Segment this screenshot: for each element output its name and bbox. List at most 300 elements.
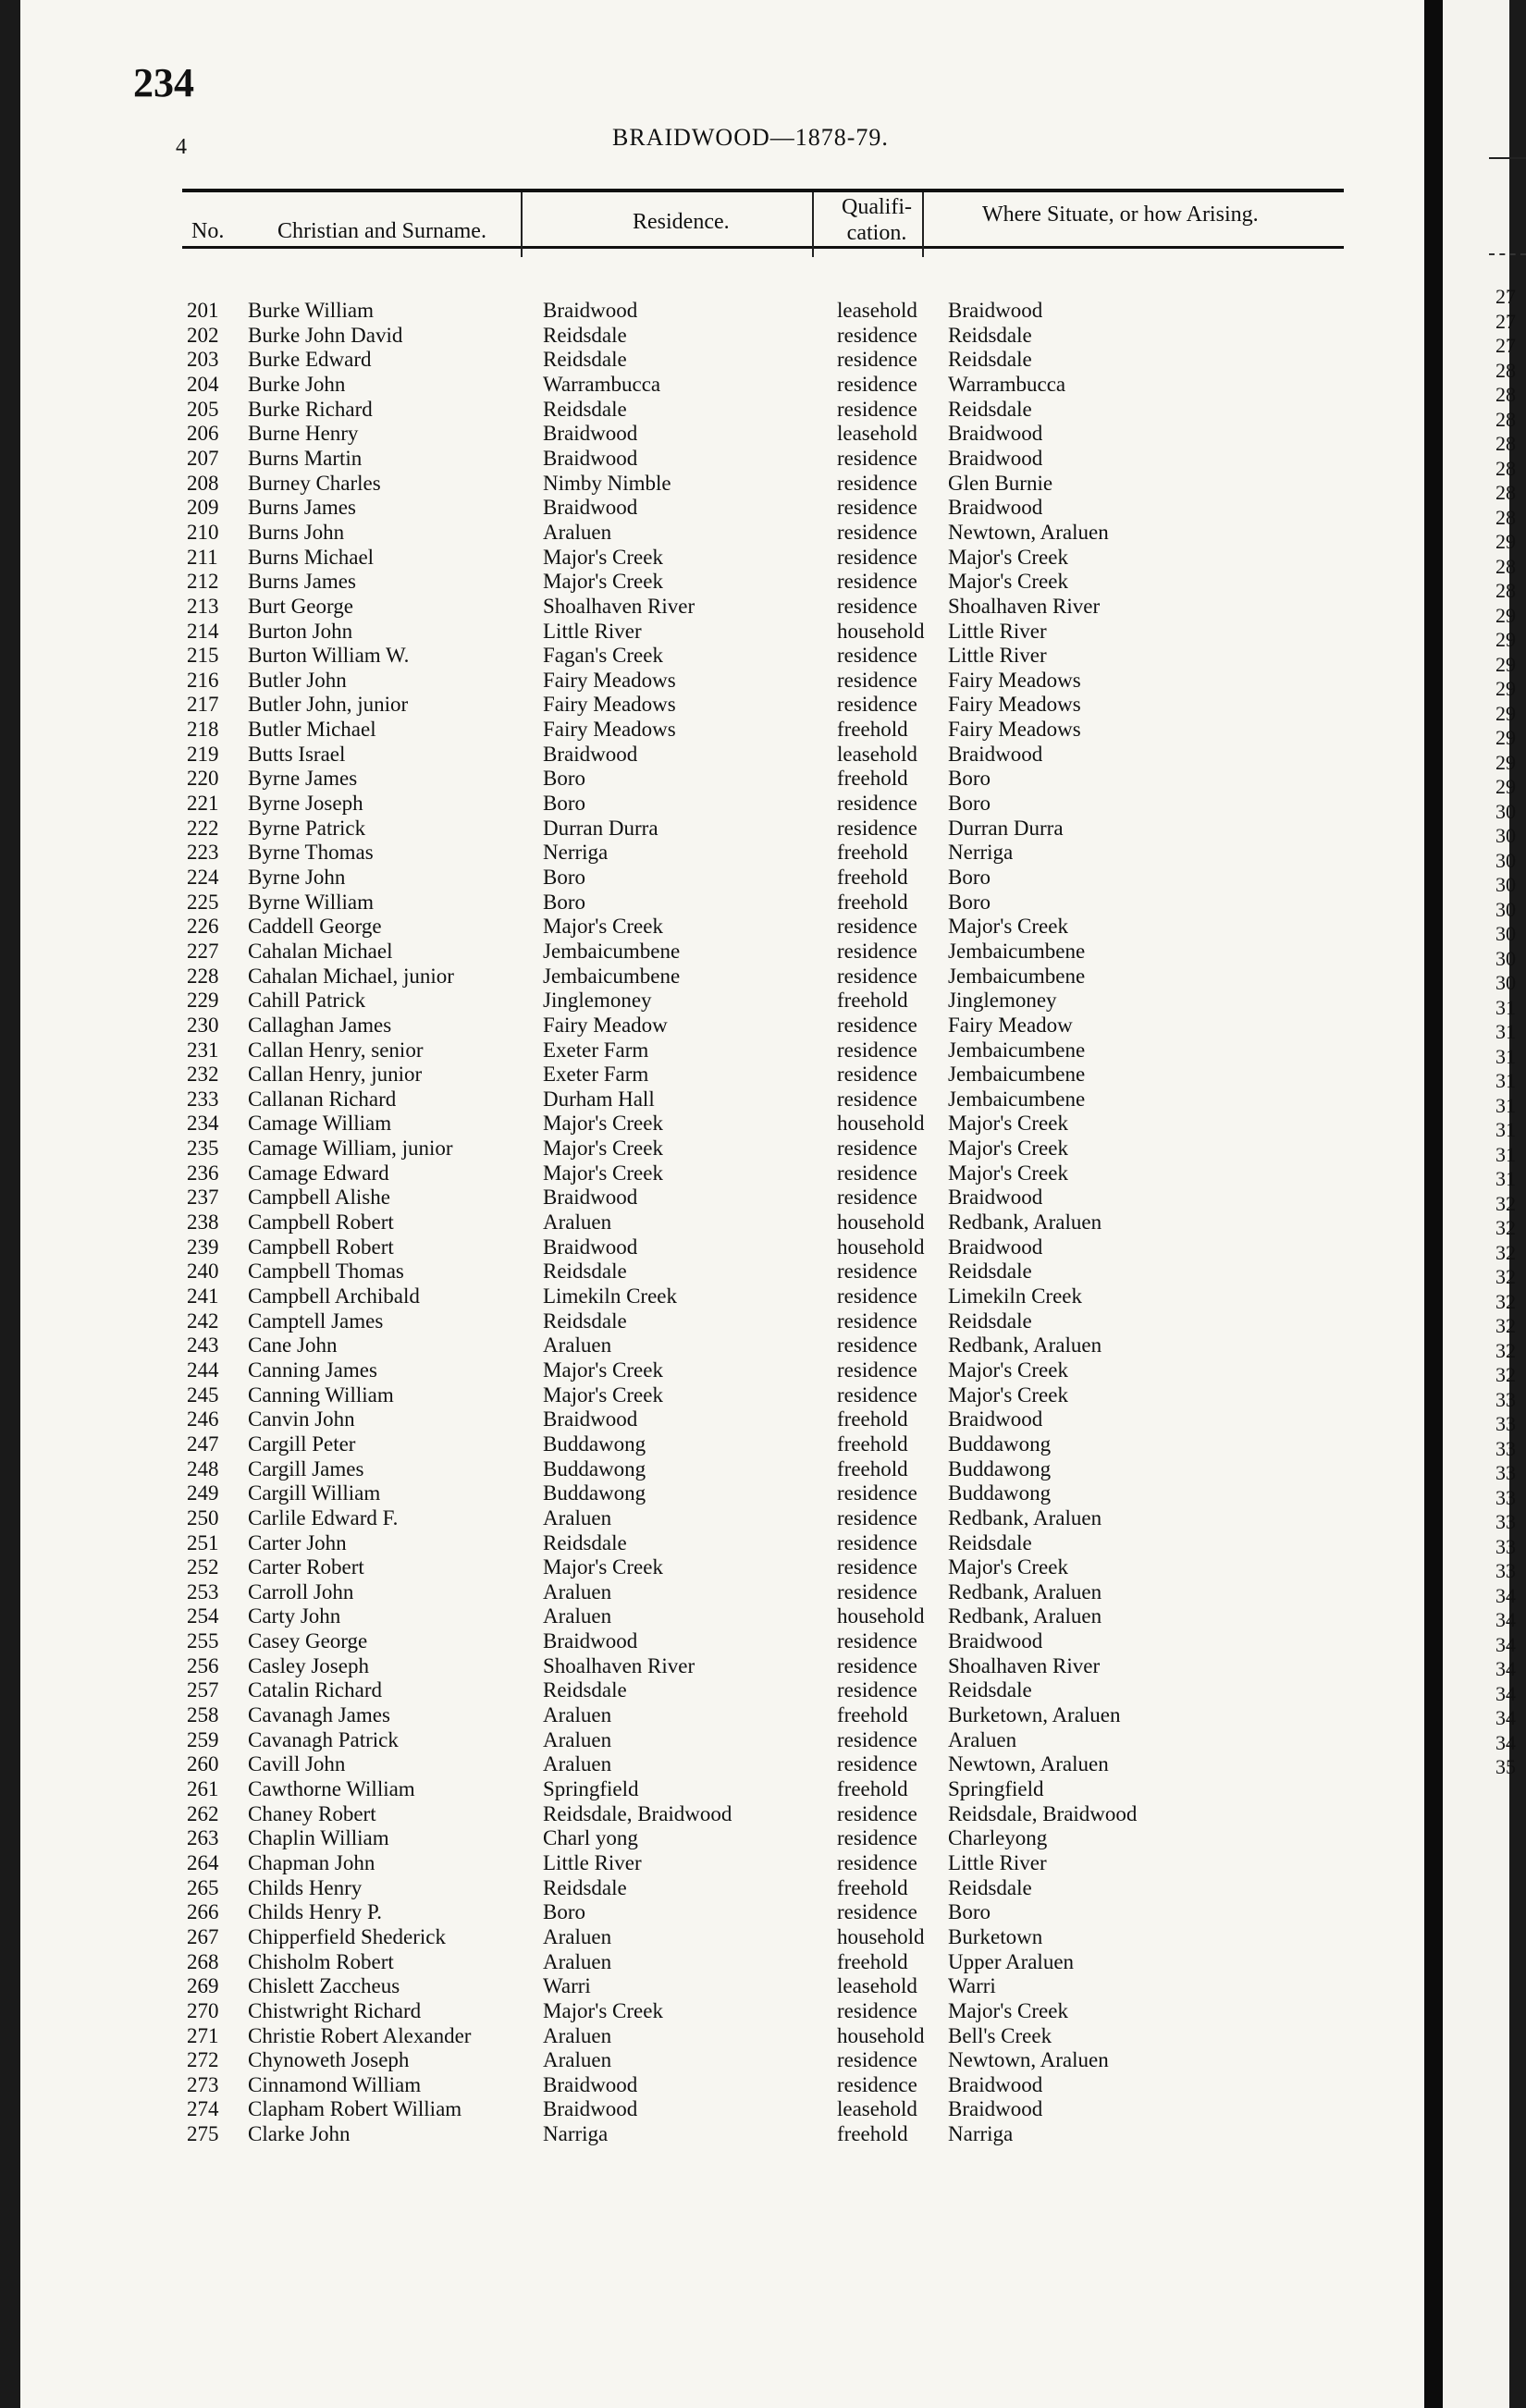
next-page-fragment: 29 — [1495, 530, 1516, 553]
row-qualification: residence — [837, 1998, 917, 2022]
row-number: 262 — [187, 1801, 219, 1825]
row-where: Braidwood — [948, 2072, 1043, 2096]
row-number: 256 — [187, 1653, 219, 1677]
next-page-fragment: 34 — [1495, 1706, 1516, 1729]
row-number: 201 — [187, 299, 219, 322]
row-name: Catalin Richard — [248, 1678, 382, 1702]
row-qualification: residence — [837, 1136, 917, 1161]
row-where: Braidwood — [948, 1629, 1043, 1653]
row-where: Bell's Creek — [948, 2023, 1052, 2047]
row-where: Warrambucca — [948, 372, 1066, 396]
row-number: 265 — [187, 1875, 219, 1899]
row-qualification: freehold — [837, 1431, 908, 1456]
row-where: Redbank, Araluen — [948, 1604, 1102, 1628]
row-qualification: residence — [837, 644, 917, 668]
row-name: Cahalan Michael — [248, 939, 393, 963]
row-residence: Boro — [543, 767, 585, 791]
row-name: Chynoweth Joseph — [248, 2048, 410, 2072]
row-where: Jembaicumbene — [948, 939, 1086, 963]
row-where: Braidwood — [948, 422, 1043, 446]
sheet-number: 4 — [176, 135, 187, 159]
row-number: 238 — [187, 1210, 219, 1234]
next-page-fragment: 30 — [1495, 824, 1516, 847]
row-where: Glen Burnie — [948, 471, 1053, 495]
row-name: Burke John — [248, 372, 346, 396]
row-number: 272 — [187, 2048, 219, 2072]
row-residence: Warri — [543, 1974, 591, 1998]
table-row — [20, 595, 1424, 620]
row-qualification: residence — [837, 1284, 917, 1308]
table-row — [20, 1925, 1424, 1950]
row-where: Major's Creek — [948, 1136, 1068, 1161]
row-where: Reidsdale — [948, 1308, 1032, 1333]
row-where: Major's Creek — [948, 1998, 1068, 2022]
row-where: Braidwood — [948, 1407, 1043, 1431]
row-residence: Araluen — [543, 2023, 612, 2047]
row-qualification: residence — [837, 1801, 917, 1825]
next-page-fragment: 29 — [1495, 750, 1516, 774]
next-page-fragment: 30 — [1495, 873, 1516, 896]
row-qualification: residence — [837, 570, 917, 594]
row-qualification: household — [837, 619, 925, 643]
table-row — [20, 1678, 1424, 1703]
row-name: Byrne James — [248, 767, 358, 791]
table-row — [20, 743, 1424, 768]
next-page-fragment: 31 — [1495, 1093, 1516, 1117]
row-name: Burt George — [248, 594, 353, 618]
next-page-fragment: 29 — [1495, 603, 1516, 627]
next-page-fragment: 29 — [1495, 726, 1516, 749]
row-where: Major's Creek — [948, 570, 1068, 594]
page-number: 234 — [133, 60, 194, 105]
next-page-fragment: 32 — [1495, 1363, 1516, 1386]
row-qualification: residence — [837, 545, 917, 569]
row-qualification: residence — [837, 792, 917, 815]
row-name: Chapman John — [248, 1850, 375, 1874]
row-qualification: residence — [837, 1308, 917, 1333]
row-number: 223 — [187, 841, 219, 865]
next-page-fragment: 27 — [1495, 334, 1516, 357]
row-qualification: residence — [837, 496, 917, 520]
row-qualification: residence — [837, 1530, 917, 1554]
row-where: Major's Creek — [948, 1112, 1068, 1136]
row-where: Reidsdale — [948, 1530, 1032, 1554]
table-row — [20, 546, 1424, 571]
row-number: 247 — [187, 1431, 219, 1456]
next-page-fragment: 30 — [1495, 897, 1516, 921]
row-number: 249 — [187, 1481, 219, 1505]
row-name: Burns James — [248, 496, 356, 520]
table-row — [20, 1580, 1424, 1605]
row-where: Burketown, Araluen — [948, 1703, 1121, 1726]
row-number: 244 — [187, 1358, 219, 1382]
table-row — [20, 1284, 1424, 1309]
table-row — [20, 1802, 1424, 1827]
row-number: 206 — [187, 422, 219, 446]
row-name: Canning James — [248, 1358, 377, 1382]
row-name: Childs Henry — [248, 1875, 363, 1899]
row-qualification: residence — [837, 1826, 917, 1850]
row-residence: Braidwood — [543, 2097, 638, 2121]
row-name: Burke Richard — [248, 397, 373, 421]
row-name: Burke John David — [248, 323, 403, 347]
row-residence: Major's Creek — [543, 1998, 663, 2022]
row-number: 246 — [187, 1407, 219, 1431]
next-page-fragment: 27 — [1495, 309, 1516, 333]
row-number: 202 — [187, 323, 219, 347]
row-where: Charleyong — [948, 1826, 1048, 1850]
row-name: Byrne John — [248, 865, 346, 889]
table-row — [20, 1161, 1424, 1186]
table-row — [20, 644, 1424, 669]
row-qualification: residence — [837, 1038, 917, 1062]
row-number: 207 — [187, 446, 219, 470]
row-number: 269 — [187, 1974, 219, 1998]
table-row — [20, 891, 1424, 915]
row-qualification: residence — [837, 1653, 917, 1677]
row-where: Jembaicumbene — [948, 964, 1086, 988]
row-residence: Araluen — [543, 1505, 612, 1530]
row-residence: Braidwood — [543, 1407, 638, 1431]
row-name: Butler John — [248, 668, 347, 692]
row-residence: Major's Creek — [543, 1136, 663, 1161]
row-name: Cargill Peter — [248, 1431, 356, 1456]
row-number: 219 — [187, 742, 219, 766]
row-number: 273 — [187, 2072, 219, 2096]
row-number: 216 — [187, 668, 219, 692]
table-row — [20, 718, 1424, 743]
next-page-fragment: 34 — [1495, 1632, 1516, 1656]
row-where: Braidwood — [948, 2097, 1043, 2121]
row-number: 209 — [187, 496, 219, 520]
next-page-fragment: 34 — [1495, 1681, 1516, 1705]
row-number: 213 — [187, 594, 219, 618]
row-name: Cahill Patrick — [248, 989, 366, 1013]
row-name: Camage Edward — [248, 1161, 389, 1185]
next-page-fragment: 33 — [1495, 1461, 1516, 1484]
row-qualification: residence — [837, 1579, 917, 1603]
row-residence: Araluen — [543, 1924, 612, 1948]
row-qualification: residence — [837, 1013, 917, 1037]
row-number: 252 — [187, 1555, 219, 1579]
row-where: Major's Creek — [948, 1555, 1068, 1579]
table-row — [20, 841, 1424, 866]
row-where: Reidsdale, Braidwood — [948, 1801, 1138, 1825]
row-residence: Buddawong — [543, 1456, 646, 1480]
row-name: Burke Edward — [248, 348, 372, 372]
table-row — [20, 1974, 1424, 1999]
row-residence: Araluen — [543, 1727, 612, 1751]
row-qualification: residence — [837, 446, 917, 470]
row-residence: Major's Creek — [543, 1161, 663, 1185]
table-row — [20, 866, 1424, 891]
row-name: Cavanagh James — [248, 1703, 390, 1726]
row-residence: Braidwood — [543, 1629, 638, 1653]
row-qualification: residence — [837, 323, 917, 347]
row-qualification: residence — [837, 2072, 917, 2096]
row-number: 203 — [187, 348, 219, 372]
header-residence: Residence. — [633, 210, 730, 234]
row-qualification: freehold — [837, 1456, 908, 1480]
table-row — [20, 1703, 1424, 1728]
row-residence: Araluen — [543, 2048, 612, 2072]
row-number: 236 — [187, 1161, 219, 1185]
table-row — [20, 1186, 1424, 1210]
next-page-fragment: 33 — [1495, 1559, 1516, 1582]
row-residence: Reidsdale — [543, 1259, 627, 1284]
row-residence: Reidsdale — [543, 1678, 627, 1702]
row-qualification: residence — [837, 1900, 917, 1924]
row-number: 270 — [187, 1998, 219, 2022]
table-row — [20, 1309, 1424, 1334]
row-where: Braidwood — [948, 742, 1043, 766]
row-residence: Shoalhaven River — [543, 594, 695, 618]
row-qualification: residence — [837, 1505, 917, 1530]
row-name: Byrne William — [248, 890, 374, 914]
row-number: 237 — [187, 1186, 219, 1210]
row-name: Callanan Richard — [248, 1087, 397, 1111]
row-name: Camptell James — [248, 1308, 384, 1333]
row-qualification: residence — [837, 397, 917, 421]
row-where: Warri — [948, 1974, 996, 1998]
row-name: Burns John — [248, 520, 345, 544]
row-qualification: freehold — [837, 1949, 908, 1973]
next-page-rule — [1489, 157, 1526, 159]
row-qualification: residence — [837, 594, 917, 618]
next-page-fragment: 27 — [1495, 285, 1516, 308]
row-number: 226 — [187, 915, 219, 939]
row-qualification: freehold — [837, 865, 908, 889]
row-residence: Braidwood — [543, 422, 638, 446]
row-where: Boro — [948, 865, 991, 889]
row-where: Springfield — [948, 1777, 1044, 1800]
row-number: 271 — [187, 2023, 219, 2047]
row-qualification: freehold — [837, 2122, 908, 2146]
row-residence: Reidsdale — [543, 348, 627, 372]
table-row — [20, 1999, 1424, 2024]
row-where: Reidsdale — [948, 1259, 1032, 1284]
row-residence: Reidsdale, Braidwood — [543, 1801, 732, 1825]
table-row — [20, 398, 1424, 423]
row-qualification: residence — [837, 1186, 917, 1210]
row-qualification: freehold — [837, 1703, 908, 1726]
row-number: 248 — [187, 1456, 219, 1480]
next-page-fragment: 33 — [1495, 1510, 1516, 1533]
row-name: Burns Martin — [248, 446, 363, 470]
row-where: Reidsdale — [948, 348, 1032, 372]
table-row — [20, 299, 1424, 324]
row-qualification: residence — [837, 1629, 917, 1653]
table-row — [20, 1728, 1424, 1753]
row-qualification: residence — [837, 1678, 917, 1702]
row-where: Fairy Meadows — [948, 668, 1081, 692]
row-name: Chistwright Richard — [248, 1998, 422, 2022]
row-name: Chipperfield Shederick — [248, 1924, 446, 1948]
table-row — [20, 693, 1424, 718]
row-residence: Araluen — [543, 1752, 612, 1776]
row-name: Burney Charles — [248, 471, 381, 495]
row-qualification: residence — [837, 1727, 917, 1751]
row-name: Byrne Patrick — [248, 816, 366, 840]
table-row — [20, 964, 1424, 989]
row-name: Burns Michael — [248, 545, 375, 569]
row-qualification: leasehold — [837, 1974, 917, 1998]
row-residence: Reidsdale — [543, 397, 627, 421]
row-where: Upper Araluen — [948, 1949, 1075, 1973]
row-residence: Fairy Meadows — [543, 718, 676, 741]
row-qualification: freehold — [837, 767, 908, 791]
next-page-fragment: 31 — [1495, 1142, 1516, 1166]
row-number: 260 — [187, 1752, 219, 1776]
row-number: 231 — [187, 1038, 219, 1062]
next-page-edge — [1443, 0, 1516, 2408]
table-row — [20, 1506, 1424, 1531]
next-page-fragment: 32 — [1495, 1338, 1516, 1362]
row-where: Reidsdale — [948, 1875, 1032, 1899]
row-qualification: household — [837, 1235, 925, 1259]
row-residence: Charl yong — [543, 1826, 638, 1850]
row-number: 253 — [187, 1579, 219, 1603]
row-number: 218 — [187, 718, 219, 741]
row-name: Cawthorne William — [248, 1777, 415, 1800]
table-row — [20, 1235, 1424, 1260]
table-row — [20, 2122, 1424, 2147]
row-number: 220 — [187, 767, 219, 791]
row-qualification: residence — [837, 1161, 917, 1185]
row-where: Little River — [948, 619, 1047, 643]
row-residence: Little River — [543, 619, 642, 643]
row-number: 274 — [187, 2097, 219, 2121]
row-residence: Araluen — [543, 1703, 612, 1726]
table-row — [20, 1604, 1424, 1629]
row-where: Jembaicumbene — [948, 1063, 1086, 1087]
next-page-fragment: 29 — [1495, 775, 1516, 798]
row-where: Redbank, Araluen — [948, 1505, 1102, 1530]
row-number: 235 — [187, 1136, 219, 1161]
row-qualification: residence — [837, 816, 917, 840]
table-row — [20, 817, 1424, 842]
row-residence: Boro — [543, 865, 585, 889]
row-number: 230 — [187, 1013, 219, 1037]
row-number: 267 — [187, 1924, 219, 1948]
next-page-fragment: 31 — [1495, 1118, 1516, 1141]
row-residence: Buddawong — [543, 1431, 646, 1456]
table-row — [20, 1136, 1424, 1161]
row-qualification: residence — [837, 1087, 917, 1111]
row-name: Carroll John — [248, 1579, 354, 1603]
row-where: Boro — [948, 767, 991, 791]
next-page-fragment: 28 — [1495, 579, 1516, 602]
table-row — [20, 1112, 1424, 1136]
row-name: Camage William — [248, 1112, 392, 1136]
row-name: Burke William — [248, 299, 374, 322]
row-residence: Reidsdale — [543, 323, 627, 347]
row-number: 268 — [187, 1949, 219, 1973]
row-where: Boro — [948, 792, 991, 815]
row-residence: Braidwood — [543, 2072, 638, 2096]
row-residence: Buddawong — [543, 1481, 646, 1505]
row-where: Jembaicumbene — [948, 1038, 1086, 1062]
row-number: 266 — [187, 1900, 219, 1924]
row-residence: Nerriga — [543, 841, 609, 865]
row-where: Reidsdale — [948, 1678, 1032, 1702]
next-page-fragment: 28 — [1495, 383, 1516, 406]
row-number: 261 — [187, 1777, 219, 1800]
row-number: 254 — [187, 1604, 219, 1628]
row-qualification: residence — [837, 1259, 917, 1284]
row-where: Limekiln Creek — [948, 1284, 1082, 1308]
row-residence: Exeter Farm — [543, 1063, 649, 1087]
table-row — [20, 1014, 1424, 1038]
row-number: 228 — [187, 964, 219, 988]
row-where: Durran Durra — [948, 816, 1064, 840]
next-page-fragment: 33 — [1495, 1534, 1516, 1558]
row-where: Newtown, Araluen — [948, 520, 1109, 544]
row-qualification: residence — [837, 1358, 917, 1382]
row-qualification: residence — [837, 471, 917, 495]
row-name: Childs Henry P. — [248, 1900, 383, 1924]
next-page-fragment: 28 — [1495, 407, 1516, 431]
row-qualification: freehold — [837, 1875, 908, 1899]
row-where: Buddawong — [948, 1431, 1052, 1456]
row-residence: Springfield — [543, 1777, 639, 1800]
next-page-fragment: 30 — [1495, 848, 1516, 872]
row-name: Clapham Robert William — [248, 2097, 462, 2121]
table-row — [20, 521, 1424, 546]
row-number: 243 — [187, 1333, 219, 1358]
row-number: 255 — [187, 1629, 219, 1653]
table-row — [20, 1531, 1424, 1556]
row-number: 234 — [187, 1112, 219, 1136]
next-page-fragment: 31 — [1495, 1069, 1516, 1092]
row-where: Redbank, Araluen — [948, 1210, 1102, 1234]
row-where: Jembaicumbene — [948, 1087, 1086, 1111]
row-qualification: residence — [837, 1333, 917, 1358]
next-page-fragment: 32 — [1495, 1216, 1516, 1239]
table-row — [20, 792, 1424, 817]
table-row — [20, 1851, 1424, 1876]
table-row — [20, 669, 1424, 694]
table-row — [20, 767, 1424, 792]
row-number: 233 — [187, 1087, 219, 1111]
next-page-fragment: 31 — [1495, 1167, 1516, 1190]
row-name: Canvin John — [248, 1407, 355, 1431]
row-name: Chislett Zaccheus — [248, 1974, 400, 1998]
row-number: 204 — [187, 372, 219, 396]
row-residence: Limekiln Creek — [543, 1284, 677, 1308]
row-qualification: residence — [837, 1382, 917, 1407]
table-row — [20, 1900, 1424, 1925]
row-where: Fairy Meadows — [948, 693, 1081, 717]
row-name: Campbell Robert — [248, 1210, 394, 1234]
table-row — [20, 940, 1424, 964]
row-where: Buddawong — [948, 1481, 1052, 1505]
table-row — [20, 2024, 1424, 2049]
row-where: Fairy Meadow — [948, 1013, 1073, 1037]
row-where: Shoalhaven River — [948, 594, 1101, 618]
next-page-fragment: 32 — [1495, 1289, 1516, 1313]
row-name: Butts Israel — [248, 742, 346, 766]
row-residence: Araluen — [543, 1949, 612, 1973]
row-number: 227 — [187, 939, 219, 963]
row-residence: Braidwood — [543, 299, 638, 322]
row-where: Major's Creek — [948, 1358, 1068, 1382]
table-row — [20, 373, 1424, 398]
row-name: Camage William, junior — [248, 1136, 453, 1161]
row-name: Burton William W. — [248, 644, 410, 668]
row-name: Carter John — [248, 1530, 347, 1554]
page-gutter — [1424, 0, 1443, 2408]
